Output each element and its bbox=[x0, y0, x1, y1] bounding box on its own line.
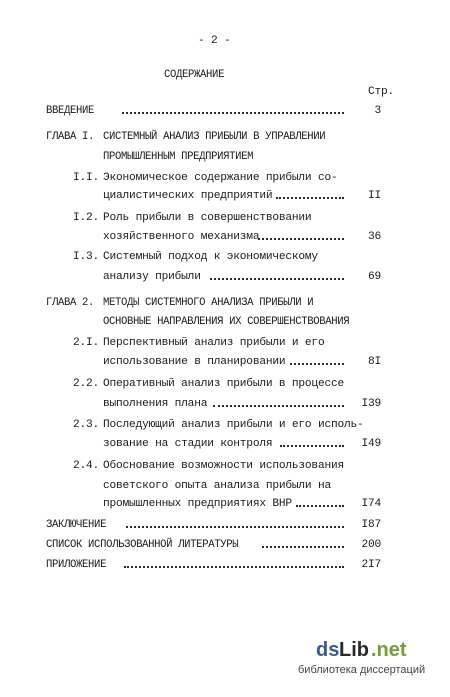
toc-entry-conclusion: ЗАКЛЮЧЕНИЕ bbox=[46, 519, 107, 531]
section-1-2-page: 36 bbox=[367, 231, 381, 243]
dot-leader bbox=[126, 526, 344, 528]
dot-leader bbox=[213, 405, 344, 407]
section-1-3-number: I.3. bbox=[73, 251, 100, 263]
chapter-1-title-cont: ПРОМЫШЛЕННЫМ ПРЕДПРИЯТИЕМ bbox=[103, 151, 254, 163]
page-number: - 2 - bbox=[198, 35, 231, 47]
section-2-2-title-cont: выполнения плана bbox=[103, 398, 208, 410]
section-2-1-title-cont: использование в планировании bbox=[103, 356, 286, 368]
section-2-1-page: 8I bbox=[367, 356, 381, 368]
watermark-logo bbox=[268, 635, 428, 679]
dot-leader bbox=[280, 445, 344, 447]
dot-leader bbox=[262, 546, 344, 548]
section-2-2-number: 2.2. bbox=[73, 378, 100, 390]
toc-page-appendix: 2I7 bbox=[361, 559, 381, 571]
section-2-3-page: I49 bbox=[361, 438, 381, 450]
dot-leader bbox=[122, 112, 344, 114]
dot-leader bbox=[210, 278, 344, 280]
toc-page-references: 200 bbox=[361, 539, 381, 551]
toc-page-intro: 3 bbox=[374, 105, 381, 117]
section-1-2-title: Роль прибыли в совершенствовании bbox=[103, 212, 312, 224]
section-2-3-title-cont: зование на стадии контроля bbox=[103, 438, 273, 450]
chapter-2-title: МЕТОДЫ СИСТЕМНОГО АНАЛИЗА ПРИБЫЛИ И bbox=[103, 297, 314, 309]
section-2-4-title-cont2: промышленных предприятиях ВНР bbox=[103, 498, 292, 510]
toc-entry-references: СПИСОК ИСПОЛЬЗОВАННОЙ ЛИТЕРАТУРЫ bbox=[46, 539, 239, 551]
watermark-ds: ds bbox=[316, 639, 340, 661]
chapter-1-title: СИСТЕМНЫЙ АНАЛИЗ ПРИБЫЛИ В УПРАВЛЕНИИ bbox=[103, 131, 326, 143]
dot-leader bbox=[124, 566, 344, 568]
watermark-tagline: библиотека диссертаций bbox=[298, 664, 426, 676]
section-1-3-title-cont: анализу прибыли bbox=[103, 271, 201, 283]
toc-entry-appendix: ПРИЛОЖЕНИЕ bbox=[46, 559, 107, 571]
section-1-1-title-cont: циалистических предприятий bbox=[103, 190, 273, 202]
dot-leader bbox=[290, 363, 344, 365]
section-2-1-number: 2.I. bbox=[73, 337, 100, 349]
section-2-2-title: Оперативный анализ прибыли в процессе bbox=[103, 378, 345, 390]
section-2-3-number: 2.3. bbox=[73, 419, 100, 431]
section-2-4-number: 2.4. bbox=[73, 460, 100, 472]
section-2-4-page: I74 bbox=[361, 498, 381, 510]
toc-entry-intro: ВВЕДЕНИЕ bbox=[46, 105, 95, 117]
watermark-net: .net bbox=[371, 639, 407, 661]
section-2-1-title: Перспективный анализ прибыли и его bbox=[103, 337, 325, 349]
section-1-1-page: II bbox=[367, 190, 381, 202]
section-1-2-title-cont: хозяйственного механизма bbox=[103, 231, 260, 243]
chapter-2-number: ГЛАВА 2. bbox=[46, 297, 95, 309]
dot-leader bbox=[276, 197, 344, 199]
section-1-1-number: I.I. bbox=[73, 172, 100, 184]
dslib-watermark bbox=[268, 635, 428, 679]
page-column-label: Стр. bbox=[368, 86, 395, 98]
watermark-lib: Lib bbox=[339, 639, 369, 661]
page-title: СОДЕРЖАНИЕ bbox=[164, 69, 225, 81]
section-1-3-page: 69 bbox=[367, 271, 381, 283]
chapter-2-title-cont: ОСНОВНЫЕ НАПРАВЛЕНИЯ ИХ СОВЕРШЕНСТВОВАНИЯ bbox=[103, 316, 350, 328]
toc-page-conclusion: I87 bbox=[361, 519, 381, 531]
section-2-2-page: I39 bbox=[361, 398, 381, 410]
section-2-4-title-cont: советского опыта анализа прибыли на bbox=[103, 480, 331, 492]
section-1-2-number: I.2. bbox=[73, 212, 100, 224]
dot-leader bbox=[296, 505, 344, 507]
dot-leader bbox=[258, 238, 344, 240]
chapter-1-number: ГЛАВА I. bbox=[46, 131, 95, 143]
section-1-3-title: Системный подход к экономическому bbox=[103, 251, 318, 263]
section-2-3-title: Последующий анализ прибыли и его исполь- bbox=[103, 419, 364, 431]
section-2-4-title: Обоснование возможности использования bbox=[103, 460, 345, 472]
section-1-1-title: Экономическое содержание прибыли со- bbox=[103, 172, 338, 184]
